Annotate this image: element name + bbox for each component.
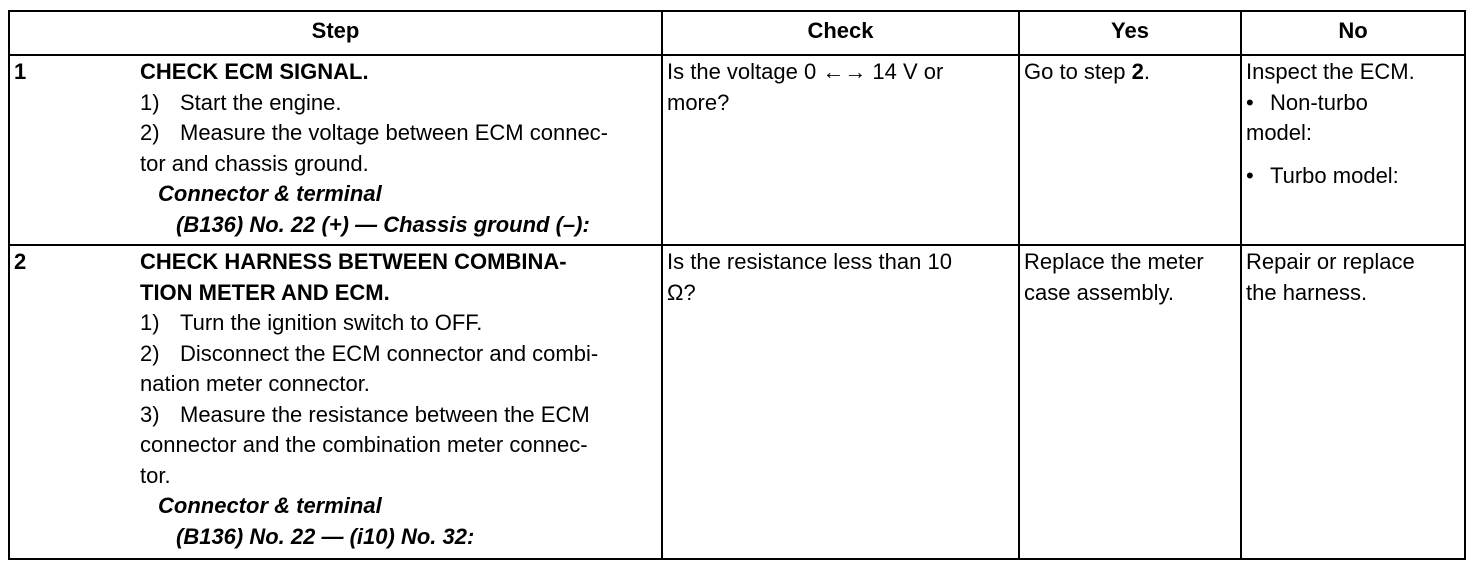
check-text-line: Is the resistance less than 10 <box>667 249 952 274</box>
spacer <box>1246 149 1460 161</box>
no-bullet-text: Turbo model: <box>1270 162 1399 188</box>
yes-cell <box>1019 55 1241 245</box>
sub-step-number: 2) <box>140 340 160 366</box>
bullet-icon: • <box>1246 162 1254 188</box>
sub-step <box>140 400 657 431</box>
step-number: 1 <box>14 59 27 84</box>
header-no: No <box>1241 11 1465 55</box>
step-cell <box>9 245 662 559</box>
no-bullet-item <box>1246 88 1460 119</box>
header-yes: Yes <box>1019 11 1241 55</box>
sub-step-text: Start the engine. <box>180 89 342 115</box>
yes-step-link: 2 <box>1131 59 1144 84</box>
sub-step <box>140 339 657 370</box>
yes-text: case assembly. <box>1024 279 1174 305</box>
check-text-line: Is the voltage 0 ←→ 14 V or <box>667 59 944 84</box>
no-text: Repair or replace <box>1246 249 1415 274</box>
connector-terminal-value: (B136) No. 22 — (i10) No. 32: <box>176 523 475 549</box>
no-text: Inspect the ECM. <box>1246 59 1415 84</box>
sub-step <box>140 308 657 339</box>
bullet-icon: • <box>1246 89 1254 115</box>
check-cell <box>662 245 1019 559</box>
no-cell <box>1241 245 1465 559</box>
connector-terminal-heading: Connector & terminal <box>158 493 382 518</box>
table-header-row <box>9 11 1465 55</box>
no-bullet-text: Non-turbo <box>1270 89 1368 115</box>
no-text: the harness. <box>1246 279 1368 305</box>
step-cell <box>9 55 662 245</box>
table-row <box>9 245 1465 559</box>
sub-step-text: Measure the resistance between the ECM <box>180 401 590 427</box>
check-cell <box>662 55 1019 245</box>
sub-step-text: Disconnect the ECM connector and combi- <box>180 340 599 366</box>
connector-terminal-value: (B136) No. 22 (+) — Chassis ground (–): <box>176 211 590 237</box>
table-row <box>9 55 1465 245</box>
sub-step <box>140 118 657 149</box>
sub-step-text: Measure the voltage between ECM connec- <box>180 120 609 145</box>
header-step: Step <box>9 11 662 55</box>
sub-step-number: 2) <box>140 120 160 145</box>
sub-step-text: Turn the ignition switch to OFF. <box>180 310 483 335</box>
diagnostic-table <box>8 10 1466 560</box>
sub-step-continued: nation meter connector. <box>140 371 370 396</box>
check-text-line: Ω? <box>667 279 696 305</box>
no-cell <box>1241 55 1465 245</box>
check-text-line: more? <box>667 89 730 115</box>
sub-step-number: 1) <box>140 310 160 335</box>
no-bullet-item <box>1246 161 1460 192</box>
sub-step-number: 3) <box>140 401 160 427</box>
yes-cell <box>1019 245 1241 559</box>
yes-text: Replace the meter <box>1024 249 1204 274</box>
step-title: CHECK HARNESS BETWEEN COMBINA- <box>140 249 567 274</box>
sub-step-continued: connector and the combination meter connec- <box>140 432 588 457</box>
no-bullet-continued: model: <box>1246 120 1313 145</box>
step-number: 2 <box>14 249 27 274</box>
sub-step-number: 1) <box>140 89 160 115</box>
sub-step-continued: tor and chassis ground. <box>140 150 369 176</box>
yes-text-suffix: . <box>1143 59 1150 84</box>
header-check: Check <box>662 11 1019 55</box>
step-title-continued: TION METER AND ECM. <box>140 279 390 305</box>
connector-terminal-heading: Connector & terminal <box>158 181 382 206</box>
sub-step-continued: tor. <box>140 462 171 488</box>
sub-step <box>140 88 657 119</box>
step-title: CHECK ECM SIGNAL. <box>140 59 369 84</box>
yes-text: Go to step <box>1024 59 1132 84</box>
